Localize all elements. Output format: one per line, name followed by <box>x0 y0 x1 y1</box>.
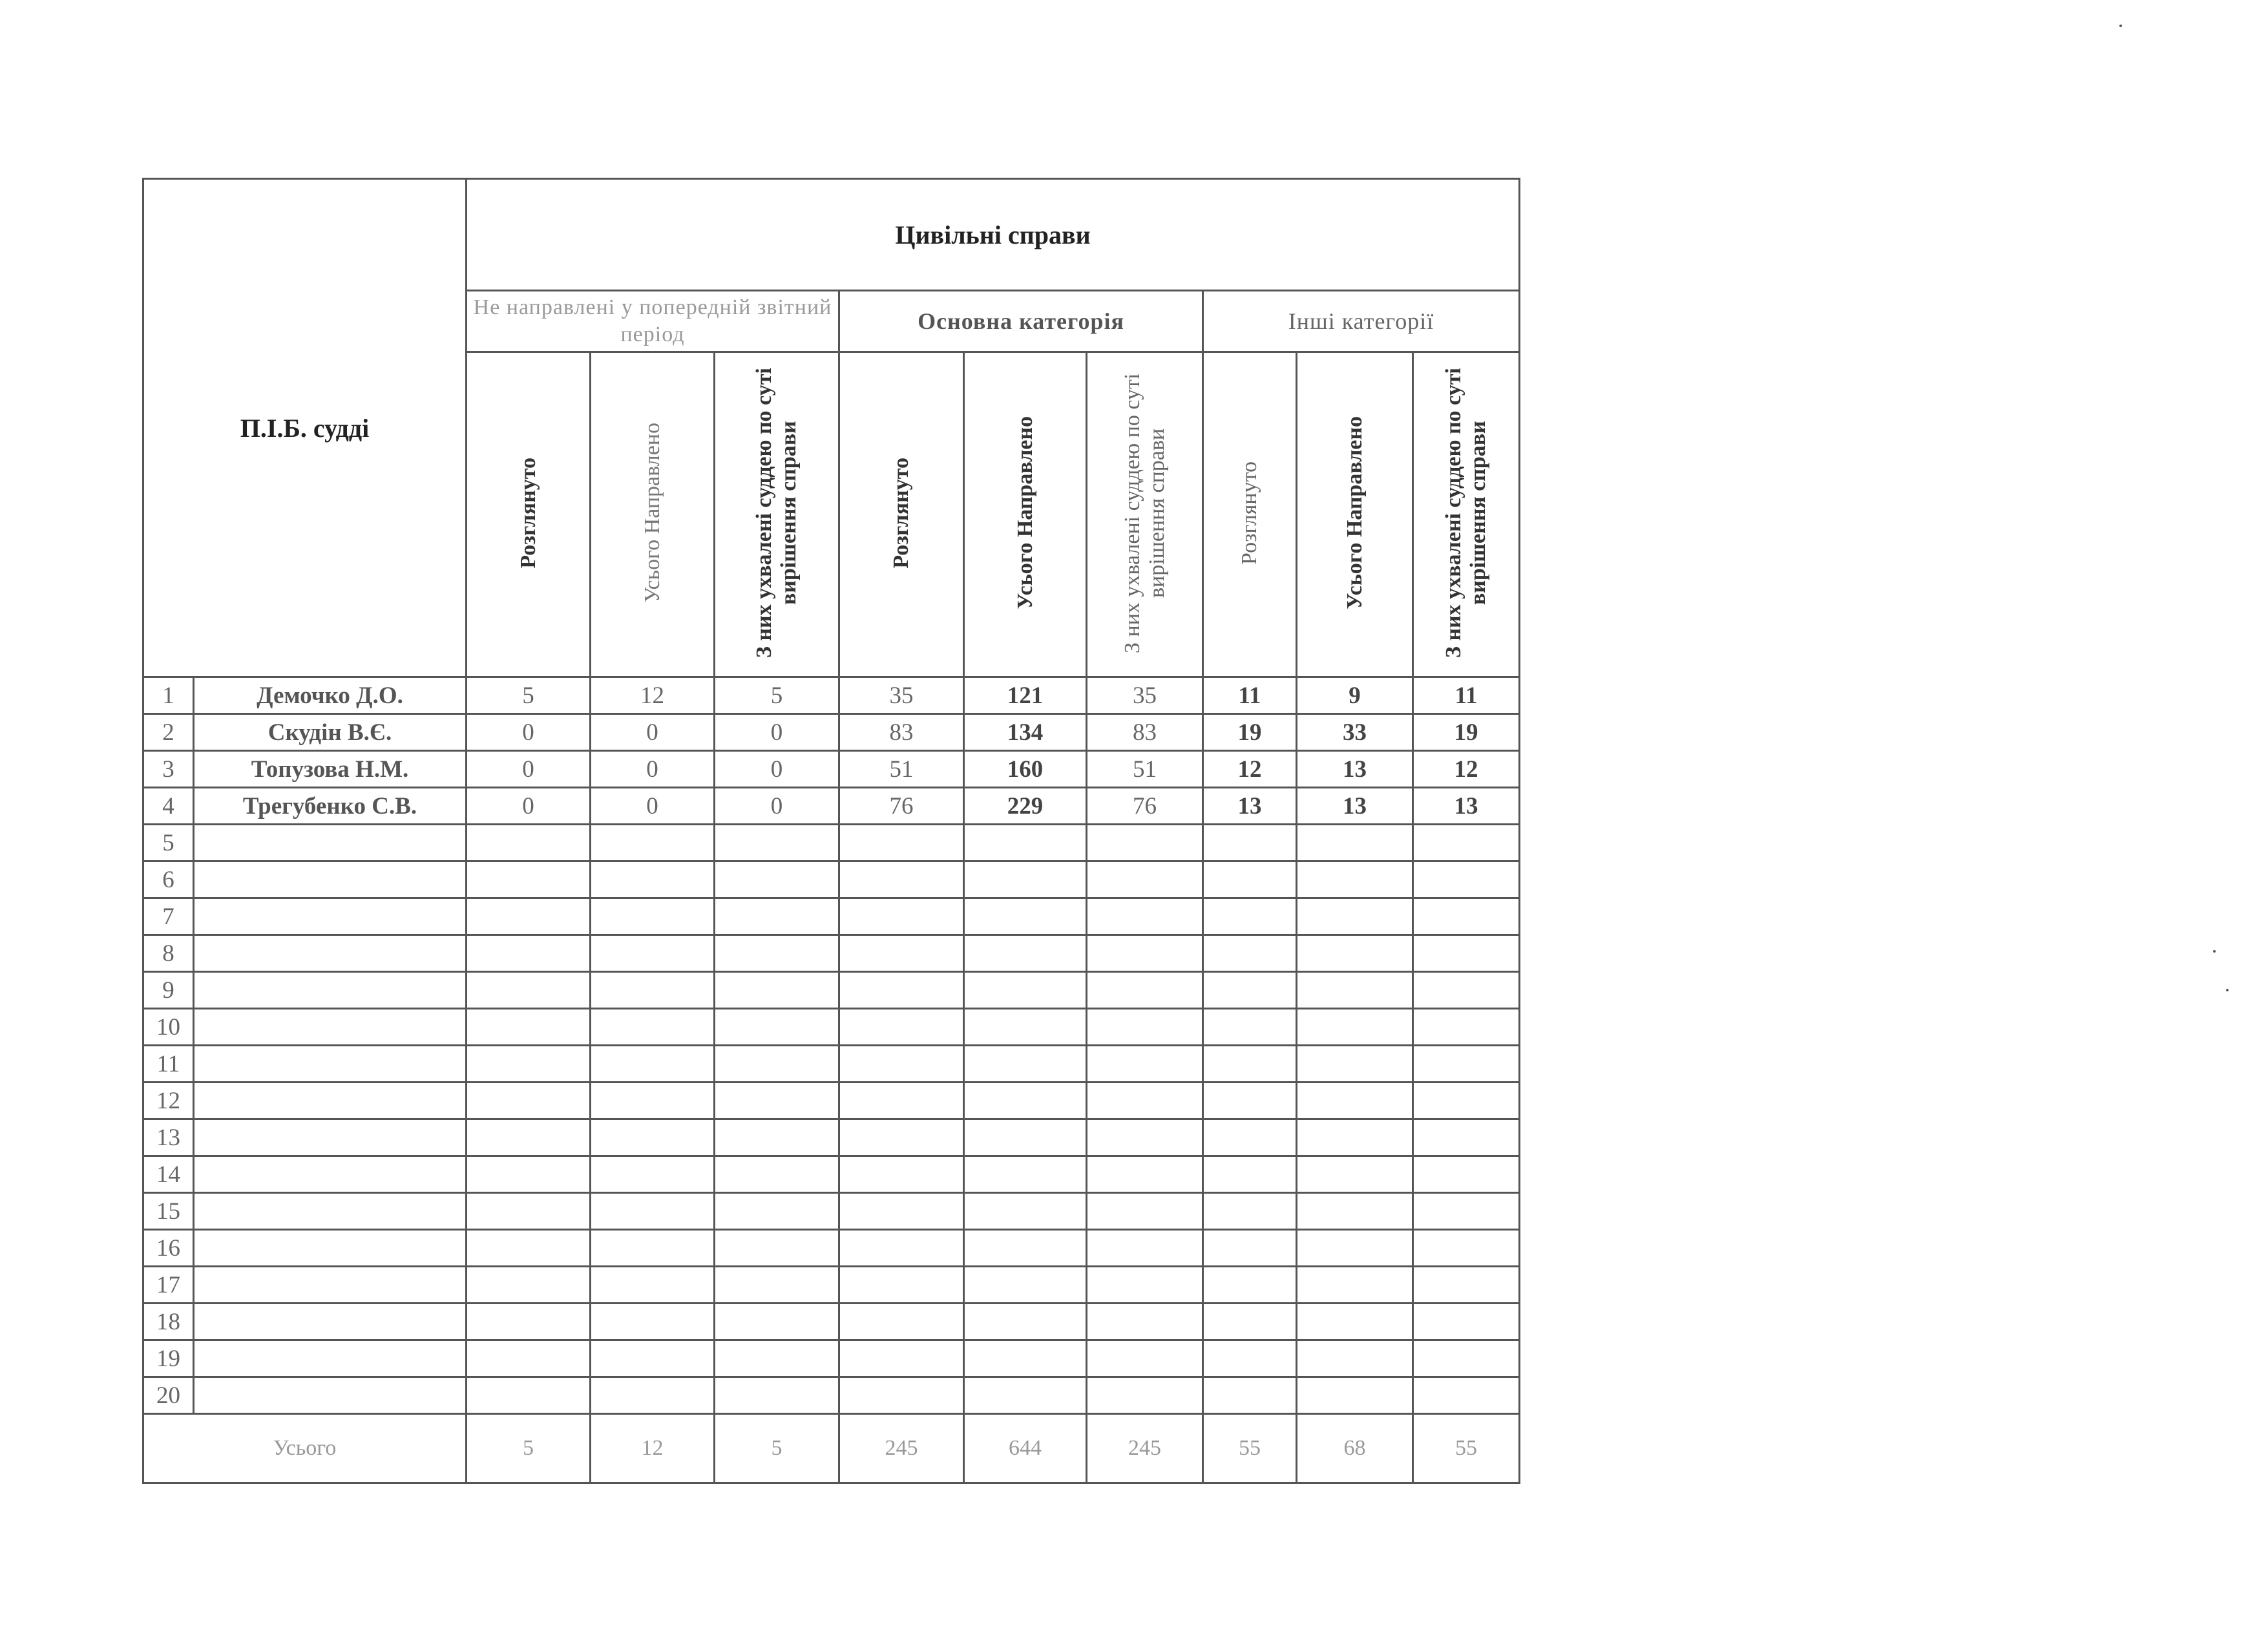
value-cell <box>1087 1046 1203 1083</box>
value-cell <box>591 1340 715 1377</box>
judge-name <box>194 1304 467 1340</box>
value-cell <box>467 1119 591 1156</box>
table-row <box>143 972 1520 1009</box>
table-row <box>143 825 1520 861</box>
value-cell <box>1203 972 1297 1009</box>
value-cell <box>1297 935 1413 972</box>
value-cell <box>1203 935 1297 972</box>
value-cell <box>591 825 715 861</box>
col-header-decided-on-merits: З них ухвалені суддею по суті вирішення справи <box>1087 352 1203 677</box>
value-cell <box>467 1377 591 1414</box>
value-cell <box>964 1267 1087 1304</box>
value-cell: 12 <box>1203 751 1297 788</box>
value-cell <box>467 1267 591 1304</box>
table-body <box>143 677 1520 1414</box>
value-cell <box>467 1046 591 1083</box>
value-cell <box>1203 1083 1297 1119</box>
value-cell: 76 <box>1087 788 1203 825</box>
value-cell <box>467 1083 591 1119</box>
value-cell <box>839 898 964 935</box>
value-cell: 13 <box>1297 788 1413 825</box>
value-cell <box>715 1377 839 1414</box>
judge-name <box>194 1156 467 1193</box>
value-cell <box>467 1156 591 1193</box>
value-cell <box>1297 861 1413 898</box>
total-cell: 245 <box>839 1414 964 1483</box>
value-cell <box>1087 825 1203 861</box>
total-cell: 68 <box>1297 1414 1413 1483</box>
value-cell <box>964 1193 1087 1230</box>
total-row <box>143 1414 1520 1483</box>
value-cell: 0 <box>467 714 591 751</box>
row-number: 19 <box>143 1340 194 1377</box>
value-cell: 0 <box>467 751 591 788</box>
row-number: 18 <box>143 1304 194 1340</box>
total-cell: 245 <box>1087 1414 1203 1483</box>
col-header-considered: Розглянуто <box>467 352 591 677</box>
value-cell <box>591 1267 715 1304</box>
judge-name <box>194 1009 467 1046</box>
row-number: 13 <box>143 1119 194 1156</box>
table-row <box>143 751 1520 788</box>
value-cell <box>591 1156 715 1193</box>
value-cell <box>1413 1377 1520 1414</box>
col-header-total-sent: Усього Направлено <box>591 352 715 677</box>
table-row <box>143 1230 1520 1267</box>
value-cell <box>1203 825 1297 861</box>
value-cell <box>1203 1230 1297 1267</box>
judge-name <box>194 972 467 1009</box>
value-cell <box>1413 1046 1520 1083</box>
value-cell <box>715 1046 839 1083</box>
value-cell: 121 <box>964 677 1087 714</box>
value-cell <box>715 1230 839 1267</box>
row-number: 15 <box>143 1193 194 1230</box>
value-cell <box>964 1156 1087 1193</box>
value-cell: 11 <box>1413 677 1520 714</box>
row-number: 12 <box>143 1083 194 1119</box>
value-cell <box>1297 1119 1413 1156</box>
value-cell <box>591 861 715 898</box>
value-cell <box>964 1304 1087 1340</box>
value-cell <box>964 1230 1087 1267</box>
col-header-considered: Розглянуто <box>1203 352 1297 677</box>
value-cell <box>964 898 1087 935</box>
value-cell <box>591 1304 715 1340</box>
value-cell <box>591 1009 715 1046</box>
value-cell <box>1413 1267 1520 1304</box>
value-cell <box>964 1046 1087 1083</box>
row-number: 14 <box>143 1156 194 1193</box>
value-cell <box>839 861 964 898</box>
value-cell <box>964 972 1087 1009</box>
row-number: 17 <box>143 1267 194 1304</box>
value-cell <box>964 1009 1087 1046</box>
total-cell: 644 <box>964 1414 1087 1483</box>
col-header-total-sent: Усього Направлено <box>964 352 1087 677</box>
table-row <box>143 714 1520 751</box>
scan-speck <box>2213 950 2216 953</box>
value-cell <box>1297 1304 1413 1340</box>
value-cell <box>715 898 839 935</box>
value-cell <box>839 1230 964 1267</box>
value-cell <box>964 861 1087 898</box>
judge-name-header: П.І.Б. судді <box>143 179 467 677</box>
table-row <box>143 1377 1520 1414</box>
group-header-main-category: Основна категорія <box>839 291 1203 352</box>
value-cell <box>467 898 591 935</box>
value-cell <box>591 935 715 972</box>
value-cell: 83 <box>839 714 964 751</box>
row-number: 7 <box>143 898 194 935</box>
judge-name <box>194 1267 467 1304</box>
value-cell <box>839 1193 964 1230</box>
value-cell: 83 <box>1087 714 1203 751</box>
table-row <box>143 677 1520 714</box>
value-cell <box>591 972 715 1009</box>
table-row <box>143 861 1520 898</box>
value-cell <box>715 1156 839 1193</box>
value-cell: 0 <box>591 788 715 825</box>
row-number: 4 <box>143 788 194 825</box>
value-cell <box>839 1377 964 1414</box>
value-cell <box>467 972 591 1009</box>
value-cell <box>839 1304 964 1340</box>
value-cell <box>467 1230 591 1267</box>
value-cell <box>1297 1009 1413 1046</box>
col-header-decided-on-merits: З них ухвалені суддею по суті вирішення справи <box>1413 352 1520 677</box>
value-cell: 0 <box>715 714 839 751</box>
value-cell <box>964 1377 1087 1414</box>
value-cell: 35 <box>1087 677 1203 714</box>
value-cell <box>839 1119 964 1156</box>
value-cell <box>1413 1009 1520 1046</box>
value-cell <box>1203 861 1297 898</box>
row-number: 3 <box>143 751 194 788</box>
judge-name <box>194 1230 467 1267</box>
value-cell <box>467 861 591 898</box>
value-cell <box>1297 825 1413 861</box>
value-cell: 12 <box>1413 751 1520 788</box>
value-cell <box>591 898 715 935</box>
value-cell <box>591 1230 715 1267</box>
value-cell <box>1413 1083 1520 1119</box>
value-cell <box>1203 1156 1297 1193</box>
table-row <box>143 898 1520 935</box>
value-cell <box>715 1083 839 1119</box>
table-row <box>143 1304 1520 1340</box>
value-cell: 19 <box>1203 714 1297 751</box>
value-cell <box>1203 1340 1297 1377</box>
value-cell <box>1203 1267 1297 1304</box>
value-cell <box>1413 972 1520 1009</box>
total-cell: 5 <box>467 1414 591 1483</box>
value-cell <box>715 1267 839 1304</box>
value-cell <box>839 1046 964 1083</box>
value-cell: 13 <box>1203 788 1297 825</box>
value-cell: 0 <box>591 714 715 751</box>
judge-name <box>194 1340 467 1377</box>
table-row <box>143 1340 1520 1377</box>
row-number: 9 <box>143 972 194 1009</box>
value-cell <box>1297 1046 1413 1083</box>
judge-name: Демочко Д.О. <box>194 677 467 714</box>
row-number: 16 <box>143 1230 194 1267</box>
group-header-previous-period: Не направлені у попередній звітний період <box>467 291 839 352</box>
value-cell <box>1087 1083 1203 1119</box>
table-row <box>143 1193 1520 1230</box>
value-cell: 9 <box>1297 677 1413 714</box>
value-cell <box>1087 1193 1203 1230</box>
value-cell <box>1297 1340 1413 1377</box>
value-cell <box>839 972 964 1009</box>
value-cell: 12 <box>591 677 715 714</box>
value-cell <box>715 1304 839 1340</box>
value-cell <box>467 1304 591 1340</box>
value-cell: 13 <box>1413 788 1520 825</box>
value-cell: 19 <box>1413 714 1520 751</box>
value-cell <box>1297 1083 1413 1119</box>
value-cell: 160 <box>964 751 1087 788</box>
value-cell <box>839 935 964 972</box>
value-cell <box>1297 1267 1413 1304</box>
row-number: 5 <box>143 825 194 861</box>
row-number: 11 <box>143 1046 194 1083</box>
value-cell <box>715 935 839 972</box>
value-cell <box>1087 935 1203 972</box>
value-cell <box>1413 898 1520 935</box>
value-cell <box>839 1340 964 1377</box>
value-cell <box>964 825 1087 861</box>
group-header-other-categories: Інші категорії <box>1203 291 1520 352</box>
col-header-total-sent: Усього Направлено <box>1297 352 1413 677</box>
value-cell <box>715 972 839 1009</box>
value-cell <box>1297 972 1413 1009</box>
value-cell <box>1413 1156 1520 1193</box>
value-cell <box>1087 898 1203 935</box>
value-cell: 5 <box>467 677 591 714</box>
value-cell <box>1297 1193 1413 1230</box>
value-cell <box>1203 1119 1297 1156</box>
value-cell <box>1087 1009 1203 1046</box>
value-cell: 0 <box>591 751 715 788</box>
value-cell: 51 <box>1087 751 1203 788</box>
col-header-considered: Розглянуто <box>839 352 964 677</box>
table-row <box>143 1267 1520 1304</box>
value-cell <box>839 825 964 861</box>
total-cell: 55 <box>1413 1414 1520 1483</box>
value-cell <box>964 1340 1087 1377</box>
value-cell <box>591 1377 715 1414</box>
value-cell <box>1297 1377 1413 1414</box>
value-cell: 0 <box>467 788 591 825</box>
total-label: Усього <box>143 1414 467 1483</box>
row-number: 2 <box>143 714 194 751</box>
value-cell <box>1203 1377 1297 1414</box>
value-cell <box>1087 1340 1203 1377</box>
row-number: 1 <box>143 677 194 714</box>
value-cell <box>1087 972 1203 1009</box>
value-cell <box>1087 1267 1203 1304</box>
col-header-decided-on-merits: З них ухвалені суддею по суті вирішення справи <box>715 352 839 677</box>
judge-name <box>194 1193 467 1230</box>
value-cell <box>591 1119 715 1156</box>
table-row <box>143 1009 1520 1046</box>
value-cell <box>715 1340 839 1377</box>
total-cell: 55 <box>1203 1414 1297 1483</box>
value-cell <box>839 1267 964 1304</box>
value-cell <box>1413 1340 1520 1377</box>
total-cell: 5 <box>715 1414 839 1483</box>
value-cell <box>1203 1009 1297 1046</box>
row-number: 8 <box>143 935 194 972</box>
value-cell <box>839 1083 964 1119</box>
value-cell <box>1203 1193 1297 1230</box>
scan-speck <box>2226 989 2229 991</box>
table-title: Цивільні справи <box>467 179 1520 291</box>
judge-name <box>194 1083 467 1119</box>
value-cell <box>715 1119 839 1156</box>
value-cell <box>1087 1119 1203 1156</box>
value-cell <box>1413 1193 1520 1230</box>
value-cell <box>1297 898 1413 935</box>
value-cell <box>715 1193 839 1230</box>
value-cell: 0 <box>715 788 839 825</box>
value-cell <box>1413 1119 1520 1156</box>
judge-name <box>194 1119 467 1156</box>
value-cell: 35 <box>839 677 964 714</box>
value-cell <box>1413 825 1520 861</box>
value-cell <box>715 1009 839 1046</box>
value-cell <box>964 935 1087 972</box>
value-cell: 229 <box>964 788 1087 825</box>
report-sheet <box>142 178 1518 1484</box>
scan-speck <box>2119 25 2122 27</box>
value-cell <box>467 935 591 972</box>
value-cell <box>715 861 839 898</box>
value-cell: 76 <box>839 788 964 825</box>
table-row <box>143 935 1520 972</box>
value-cell <box>1087 1230 1203 1267</box>
value-cell: 51 <box>839 751 964 788</box>
row-number: 20 <box>143 1377 194 1414</box>
value-cell <box>591 1046 715 1083</box>
value-cell: 33 <box>1297 714 1413 751</box>
value-cell <box>1203 1046 1297 1083</box>
value-cell <box>1413 935 1520 972</box>
value-cell: 0 <box>715 751 839 788</box>
value-cell <box>591 1083 715 1119</box>
value-cell <box>1413 861 1520 898</box>
value-cell <box>839 1156 964 1193</box>
value-cell <box>1203 1304 1297 1340</box>
table-row <box>143 1046 1520 1083</box>
judge-name <box>194 825 467 861</box>
judge-name <box>194 1046 467 1083</box>
value-cell <box>1203 898 1297 935</box>
table-row <box>143 788 1520 825</box>
judge-name: Скудін В.Є. <box>194 714 467 751</box>
value-cell: 5 <box>715 677 839 714</box>
judge-name <box>194 935 467 972</box>
table-row <box>143 1083 1520 1119</box>
judge-name <box>194 1377 467 1414</box>
value-cell <box>1087 1304 1203 1340</box>
value-cell <box>467 1340 591 1377</box>
value-cell: 134 <box>964 714 1087 751</box>
judge-name <box>194 898 467 935</box>
value-cell <box>591 1193 715 1230</box>
value-cell <box>1087 1377 1203 1414</box>
value-cell: 11 <box>1203 677 1297 714</box>
value-cell <box>715 825 839 861</box>
value-cell <box>1087 861 1203 898</box>
value-cell <box>1297 1156 1413 1193</box>
value-cell <box>839 1009 964 1046</box>
value-cell <box>1413 1304 1520 1340</box>
judge-name: Топузова Н.М. <box>194 751 467 788</box>
value-cell <box>964 1119 1087 1156</box>
row-number: 10 <box>143 1009 194 1046</box>
total-cell: 12 <box>591 1414 715 1483</box>
value-cell <box>1297 1230 1413 1267</box>
table-row <box>143 1156 1520 1193</box>
table-row <box>143 1119 1520 1156</box>
value-cell: 13 <box>1297 751 1413 788</box>
civil-cases-table <box>142 178 1520 1484</box>
value-cell <box>467 1009 591 1046</box>
value-cell <box>964 1083 1087 1119</box>
value-cell <box>467 1193 591 1230</box>
value-cell <box>467 825 591 861</box>
value-cell <box>1087 1156 1203 1193</box>
value-cell <box>1413 1230 1520 1267</box>
row-number: 6 <box>143 861 194 898</box>
judge-name: Трегубенко С.В. <box>194 788 467 825</box>
judge-name <box>194 861 467 898</box>
